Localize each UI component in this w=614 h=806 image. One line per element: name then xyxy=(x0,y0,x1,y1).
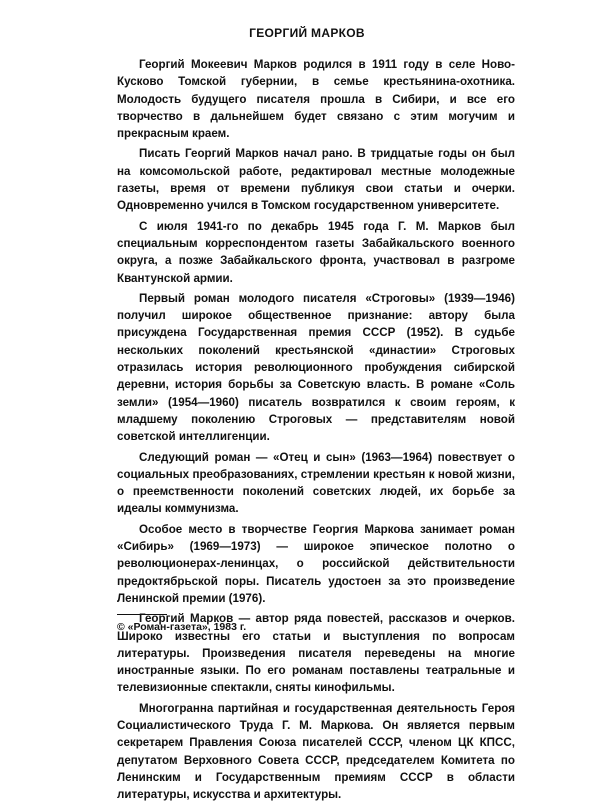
paragraph-6: Особое место в творчестве Георгия Маркова занимает роман «Сибирь» (1969—1973) — широкое эпическое полотно о революционерах-ленинцах, о российской действительности предоктябрьской поры. Писатель удостоен за это произведение Ленинской премии (1976). xyxy=(117,522,515,605)
paragraph-5: Следующий роман — «Отец и сын» (1963—1964) повествует о социальных преобразованиях, стремлении крестьян к новой жизни, о преемственности поколений советских людей, их борьбе за идеалы коммунизма. xyxy=(117,450,515,516)
page-title: ГЕОРГИЙ МАРКОВ xyxy=(249,26,365,40)
paragraph-8: Многогранна партийная и государственная деятельность Героя Социалистического Труда Г. М. Маркова. Он является первым секретарем Правления Союза писателей СССР, членом ЦК КПСС, депутатом Верховного Совета СССР, председателем Комитета по Ленинским и Государственным премиям СССР в области литературы, искусства и архитектуры. xyxy=(117,701,515,802)
paragraph-3: С июля 1941-го по декабрь 1945 года Г. М. Марков был специальным корреспондентом газеты Забайкальского военного округа, а позже Забайкальского фронта, участвовал в разгроме Квантунской армии. xyxy=(117,219,515,285)
paragraph-7: Георгий Марков — автор ряда повестей, рассказов и очерков. Широко известны его статьи и выступления по вопросам литературы. Произведения писателя переведены на многие иностранные языки. По его романам поставлены театральные и телевизионные спектакли, сняты кинофильмы. xyxy=(117,612,515,695)
footnote-divider xyxy=(117,614,167,615)
paragraph-4: Первый роман молодого писателя «Строговы» (1939—1946) получил широкое общественное признание: автору была присуждена Государственная премия СССР (1952). В судьбе нескольких поколений крестьянской «династии» Строговых отразилась история революционного пробуждения сибирской деревни, история борьбы за Советскую власть. В романе «Соль земли» (1954—1960) писатель возвратился к своим героям, к младшему поколению Строговых — представителям новой советской интеллигенции. xyxy=(117,291,515,444)
paragraph-2: Писать Георгий Марков начал рано. В тридцатые годы он был на комсомольской работе, редактировал местные молодежные газеты, время от времени публикуя свои статьи и очерки. Одновременно учился в Томском государственном университете. xyxy=(117,147,515,213)
copyright-footnote: © «Роман-газета», 1983 г. xyxy=(117,621,247,633)
paragraph-1: Георгий Мокеевич Марков родился в 1911 году в селе Ново-Кусково Томской губернии, в семье крестьянина-охотника. Молодость будущего писателя прошла в Сибири, и все его творчество в дальнейшем будет связано с этим могучим и прекрасным краем. xyxy=(117,58,515,141)
article-body xyxy=(117,56,515,806)
